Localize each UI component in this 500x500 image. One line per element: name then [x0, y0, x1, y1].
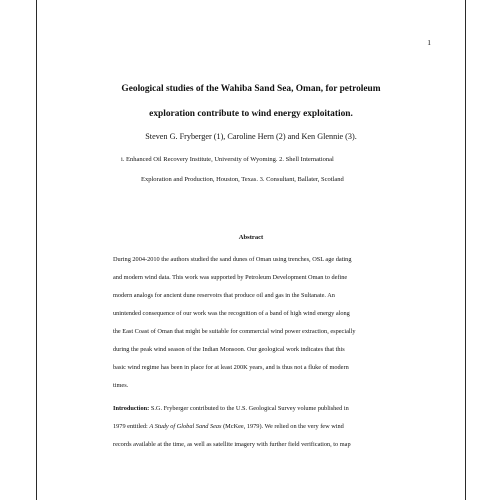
abstract-heading: Abstract	[238, 234, 264, 241]
introduction-line-1	[113, 405, 349, 412]
abstract-line: and modern wind data. This work was supported by Petroleum Development Oman to define	[113, 274, 348, 281]
page-number: 1	[427, 38, 431, 47]
introduction-line-2	[113, 423, 344, 430]
paper-title-line-2: exploration contribute to wind energy exploitation.	[149, 109, 353, 119]
document-page	[36, 0, 466, 500]
introduction-text: (McKee, 1979). We relied on the very few wind	[221, 423, 344, 430]
abstract-line: modern analogs for ancient dune reservoirs that produce oil and gas in the Sultanate. An	[113, 292, 335, 299]
abstract-line: during the peak wind season of the Indian Monsoon. Our geological work indicates that this	[113, 346, 345, 353]
introduction-text: S.G. Fryberger contributed to the U.S. Geological Survey volume published in	[149, 405, 349, 412]
abstract-line: times.	[113, 382, 129, 389]
cited-work-title: A Study of Global Sand Seas	[149, 423, 222, 430]
author-list: Steven G. Fryberger (1), Caroline Hern (2) and Ken Glennie (3).	[145, 132, 357, 141]
paper-title-line-1: Geological studies of the Wahiba Sand Sea, Oman, for petroleum	[121, 84, 381, 94]
abstract-line: unintended consequence of our work was the recognition of a band of high wind energy along	[113, 310, 350, 317]
introduction-label: Introduction:	[113, 405, 150, 412]
affiliation-line-1: i. Enhanced Oil Recovery Institute, University of Wyoming. 2. Shell International	[121, 156, 334, 163]
introduction-line-3: records available at the time, as well as satellite imagery with further field verification, to map	[113, 441, 351, 448]
abstract-line: During 2004-2010 the authors studied the sand dunes of Oman using trenches, OSL age dating	[113, 256, 352, 263]
abstract-line: the East Coast of Oman that might be suitable for commercial wind power extraction, especially	[113, 328, 356, 335]
abstract-line: basic wind regime has been in place for at least 200K years, and is thus not a fluke of modern	[113, 364, 349, 371]
introduction-text: 1979 entitled:	[113, 423, 150, 430]
affiliation-line-2: Exploration and Production, Houston, Texas. 3. Consultant, Ballater, Scotland	[141, 176, 344, 183]
